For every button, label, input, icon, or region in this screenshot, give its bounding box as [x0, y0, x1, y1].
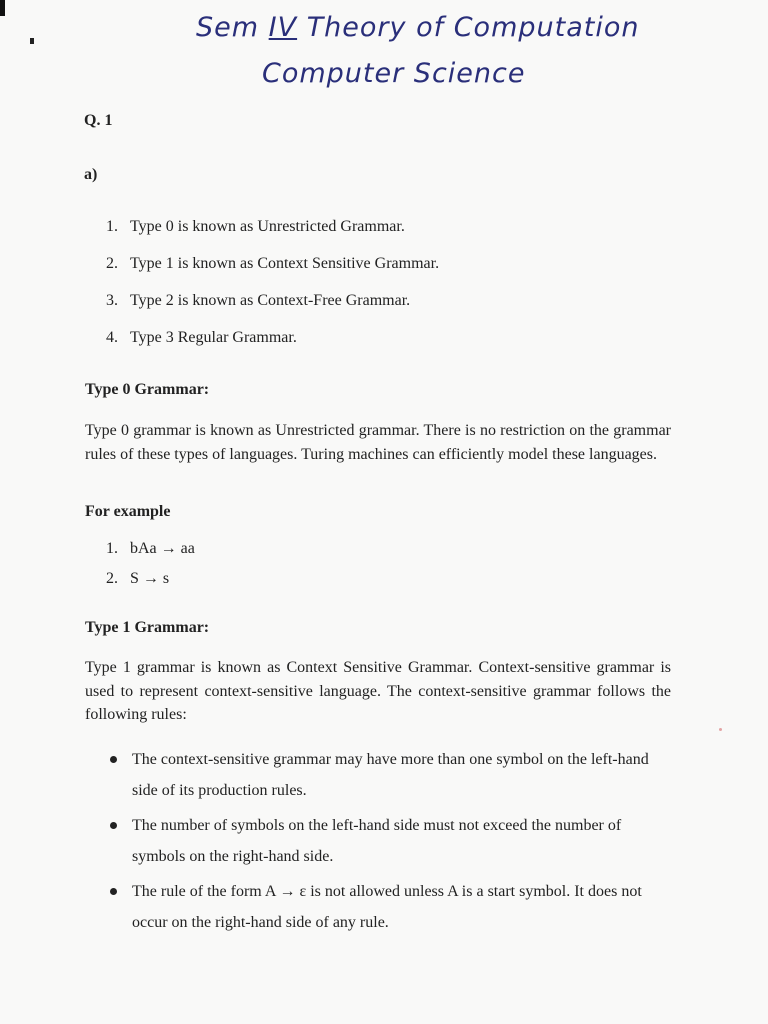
- type1-rules-list: [108, 744, 673, 942]
- list-item: 1. bAa → aa: [106, 540, 195, 557]
- title-subject: Theory of Computation: [306, 12, 640, 43]
- handwritten-title-line1: [196, 12, 639, 43]
- margin-tick-mark: [30, 38, 34, 44]
- list-item: The rule of the form A → ε is not allowed unless A is a start symbol. It does not occur on the right-hand side of any rule.: [108, 876, 673, 938]
- type0-paragraph: Type 0 grammar is known as Unrestricted grammar. There is no restriction on the grammar rules of these types of languages. Turing machines can efficiently model these languages.: [85, 422, 671, 463]
- type1-heading: Type 1 Grammar:: [85, 619, 210, 636]
- list-item: 2. S → s: [106, 570, 170, 587]
- list-item: The context-sensitive grammar may have more than one symbol on the left-hand side of its production rules.: [108, 744, 673, 806]
- question-part-label: a): [84, 166, 98, 183]
- bullet-icon: [110, 822, 117, 829]
- paper-speck: [719, 728, 722, 731]
- example-heading: For example: [85, 503, 171, 520]
- list-item: The number of symbols on the left-hand side must not exceed the number of symbols on the right-hand side.: [108, 810, 673, 872]
- example-list: [106, 540, 195, 600]
- handwritten-title-line2: Computer Science: [262, 58, 526, 89]
- title-semester-number: IV: [268, 12, 298, 43]
- list-item: 2. Type 1 is known as Context Sensitive Grammar.: [106, 255, 440, 272]
- title-sem: Sem: [196, 12, 260, 43]
- grammar-types-list: [106, 218, 439, 366]
- list-item: 3. Type 2 is known as Context-Free Grammar.: [106, 292, 411, 309]
- type0-heading: Type 0 Grammar:: [85, 381, 210, 398]
- bullet-icon: [110, 756, 117, 763]
- corner-staple-mark: [0, 0, 5, 16]
- type1-paragraph: Type 1 grammar is known as Context Sensitive Grammar. Context-sensitive grammar is used to represent context-sensitive language. The context-sensitive grammar follows the following rules:: [85, 659, 671, 723]
- question-label: Q. 1: [84, 112, 113, 129]
- list-item: 4. Type 3 Regular Grammar.: [106, 329, 297, 346]
- bullet-icon: [110, 888, 117, 895]
- list-item: 1. Type 0 is known as Unrestricted Grammar.: [106, 218, 405, 235]
